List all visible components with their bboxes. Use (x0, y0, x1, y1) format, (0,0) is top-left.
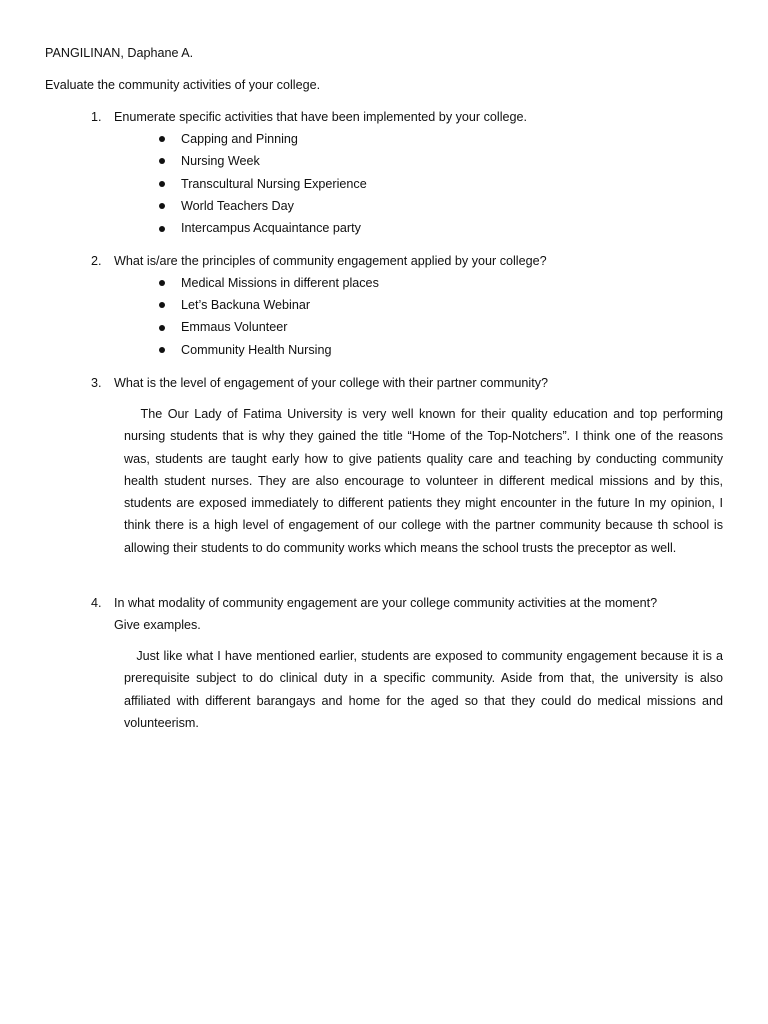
question-4-text: In what modality of community engagement are your college community activities at the moment? (114, 596, 658, 610)
bullet-dot (159, 280, 165, 286)
question-2-number: 2. (91, 254, 102, 268)
author-name: PANGILINAN, Daphane A. (45, 46, 194, 60)
question-4-number: 4. (91, 596, 102, 610)
list-item: Intercampus Acquaintance party (181, 221, 361, 235)
list-item: Let’s Backuna Webinar (181, 298, 311, 312)
question-3-answer: The Our Lady of Fatima University is very well known for their quality education and top performing nursing students that is why they gained the title “Home of the Top-Notchers”. I think one of the reasons was, students are taught early how to give patients quality care and teaching by conducting community health student nurses. They are also encourage to volunteer in different medical missions and by this, students are exposed immediately to different patients they might encounter in the future In my opinion, I think there is a high level of engagement of our college with the partner community because th school is allowing their students to do community works which means the school trusts the preceptor as well. (124, 407, 723, 555)
question-4-answer: Just like what I have mentioned earlier, students are exposed to community engagement because it is a prerequisite subject to do clinical duty in a specific community. Aside from that, the university is also affiliated with different barangays and home for the aged so that they could do medical missions and volunteerism. (124, 649, 723, 730)
bullet-dot (159, 226, 165, 232)
bullet-dot (159, 347, 165, 353)
list-item: Community Health Nursing (181, 343, 332, 357)
bullet-dot (159, 181, 165, 187)
bullet-dot (159, 325, 165, 331)
list-item: Nursing Week (181, 154, 260, 168)
question-4-text-continued: Give examples. (114, 618, 201, 632)
bullet-dot (159, 136, 165, 142)
bullet-dot (159, 302, 165, 308)
list-item: Transcultural Nursing Experience (181, 177, 367, 191)
question-1-text: Enumerate specific activities that have been implemented by your college. (114, 110, 528, 124)
assignment-prompt: Evaluate the community activities of your college. (45, 78, 321, 92)
question-1-number: 1. (91, 110, 102, 124)
question-3-text: What is the level of engagement of your college with their partner community? (114, 376, 549, 390)
list-item: Medical Missions in different places (181, 276, 379, 290)
list-item: World Teachers Day (181, 199, 294, 213)
list-item: Emmaus Volunteer (181, 320, 288, 334)
list-item: Capping and Pinning (181, 132, 298, 146)
question-2-text: What is/are the principles of community engagement applied by your college? (114, 254, 547, 268)
bullet-dot (159, 158, 165, 164)
bullet-dot (159, 203, 165, 209)
question-3-number: 3. (91, 376, 102, 390)
